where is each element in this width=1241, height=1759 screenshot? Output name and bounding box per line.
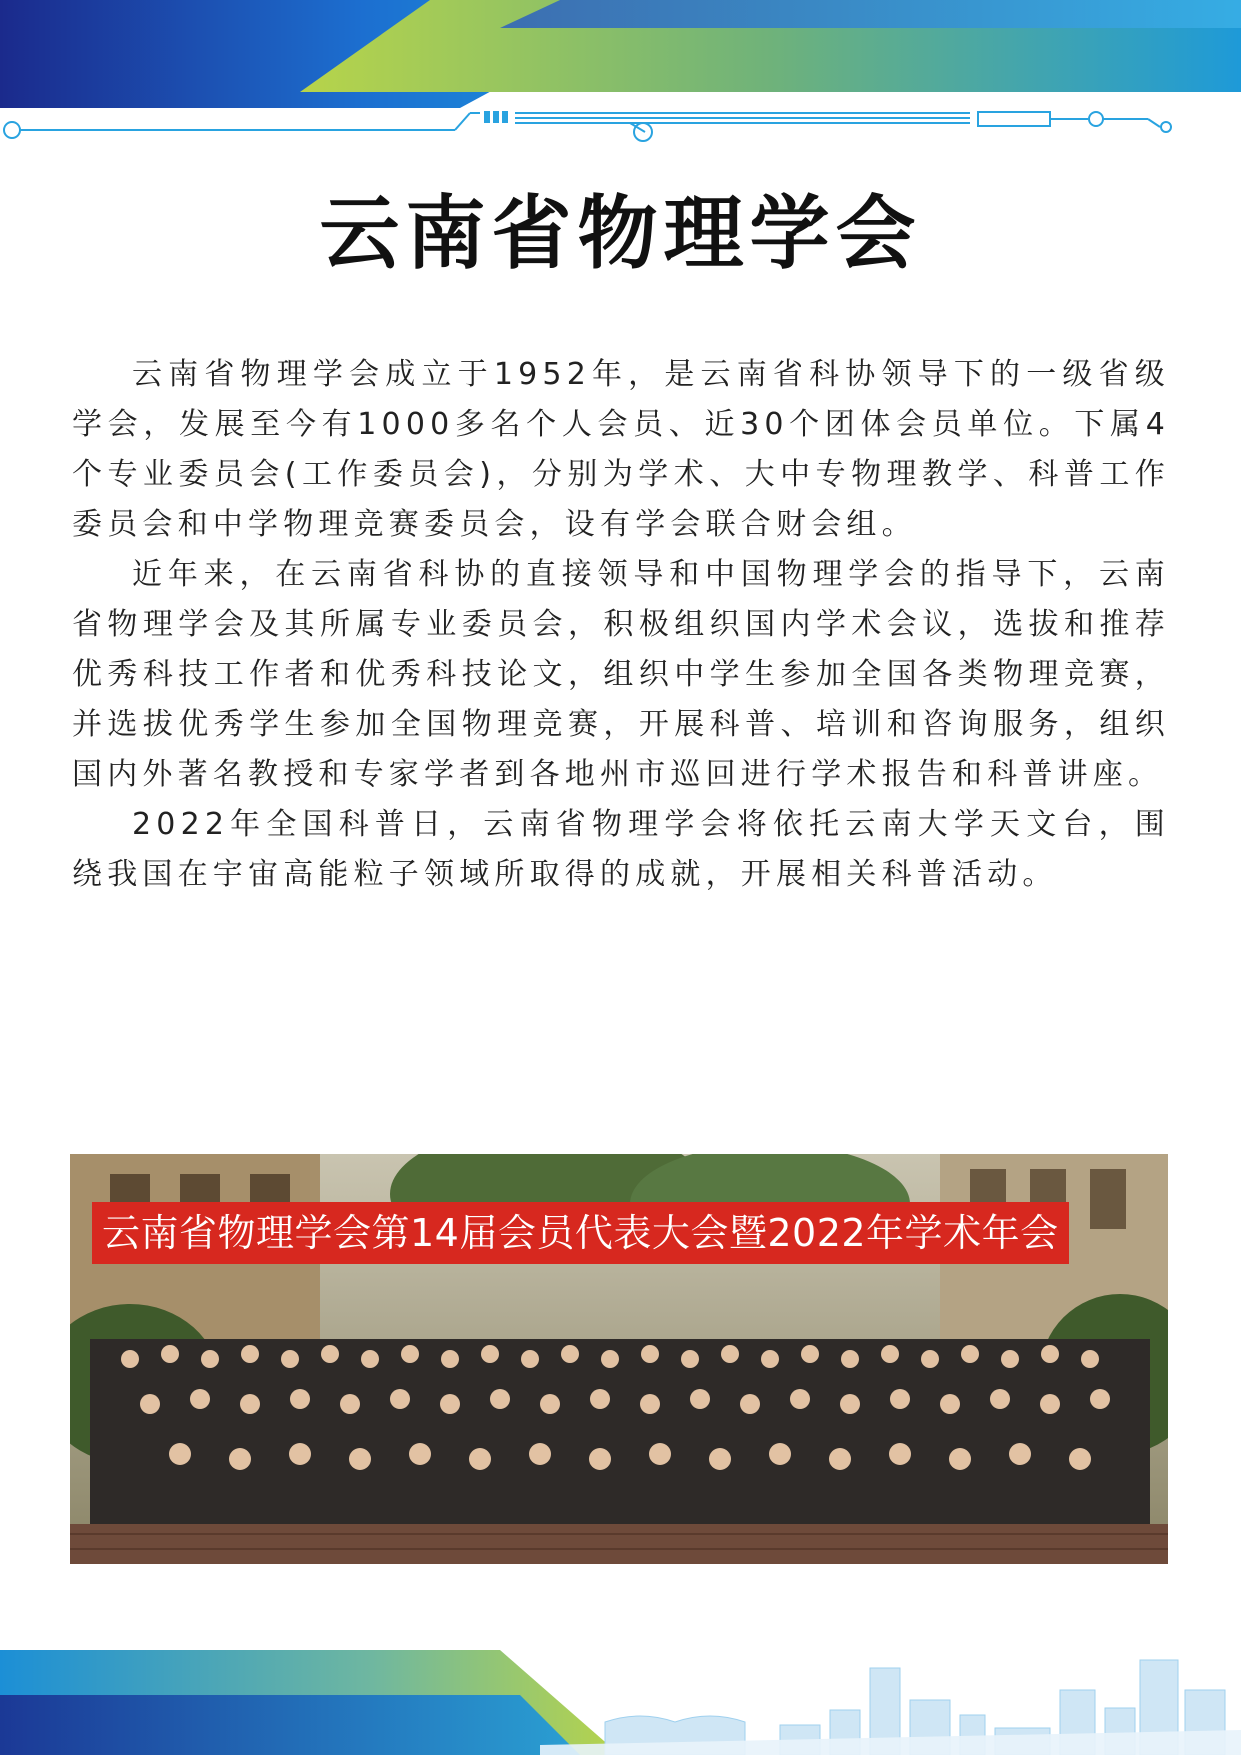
circuit-line-left bbox=[4, 113, 480, 138]
header-banner bbox=[0, 0, 1241, 150]
header-graphic bbox=[0, 0, 1241, 150]
paragraph-1: 云南省物理学会成立于1952年，是云南省科协领导下的一级省级学会，发展至今有1000多名个人会员、近30个团体会员单位。下属4个专业委员会(工作委员会)，分别为学术、大中专物理教学、科普工作委员会和中学物理竞赛委员会，设有学会联合财会组。 bbox=[72, 357, 1170, 542]
footer-banner bbox=[0, 1650, 1241, 1755]
circuit-line-right bbox=[515, 112, 1171, 141]
photo-caption: 云南省物理学会第14届会员代表大会暨2022年学术年会 bbox=[92, 1202, 1069, 1264]
paragraph-3: 2022年全国科普日，云南省物理学会将依托云南大学天文台，围绕我国在宇宙高能粒子领域所取得的成就，开展相关科普活动。 bbox=[72, 807, 1170, 892]
paragraph-2: 近年来，在云南省科协的直接领导和中国物理学会的指导下，云南省物理学会及其所属专业委员会，积极组织国内学术会议，选拔和推荐优秀科技工作者和优秀科技论文，组织中学生参加全国各类物理竞赛，并选拔优秀学生参加全国物理竞赛，开展科普、培训和咨询服务，组织国内外著名教授和专家学者到各地州市巡回进行学术报告和科普讲座。 bbox=[72, 557, 1170, 792]
body-text bbox=[72, 350, 1170, 900]
group-photo bbox=[70, 1154, 1168, 1564]
footer-graphic bbox=[0, 1650, 1241, 1755]
page-title: 云南省物理学会 bbox=[319, 187, 922, 280]
chip-icon bbox=[484, 111, 508, 123]
